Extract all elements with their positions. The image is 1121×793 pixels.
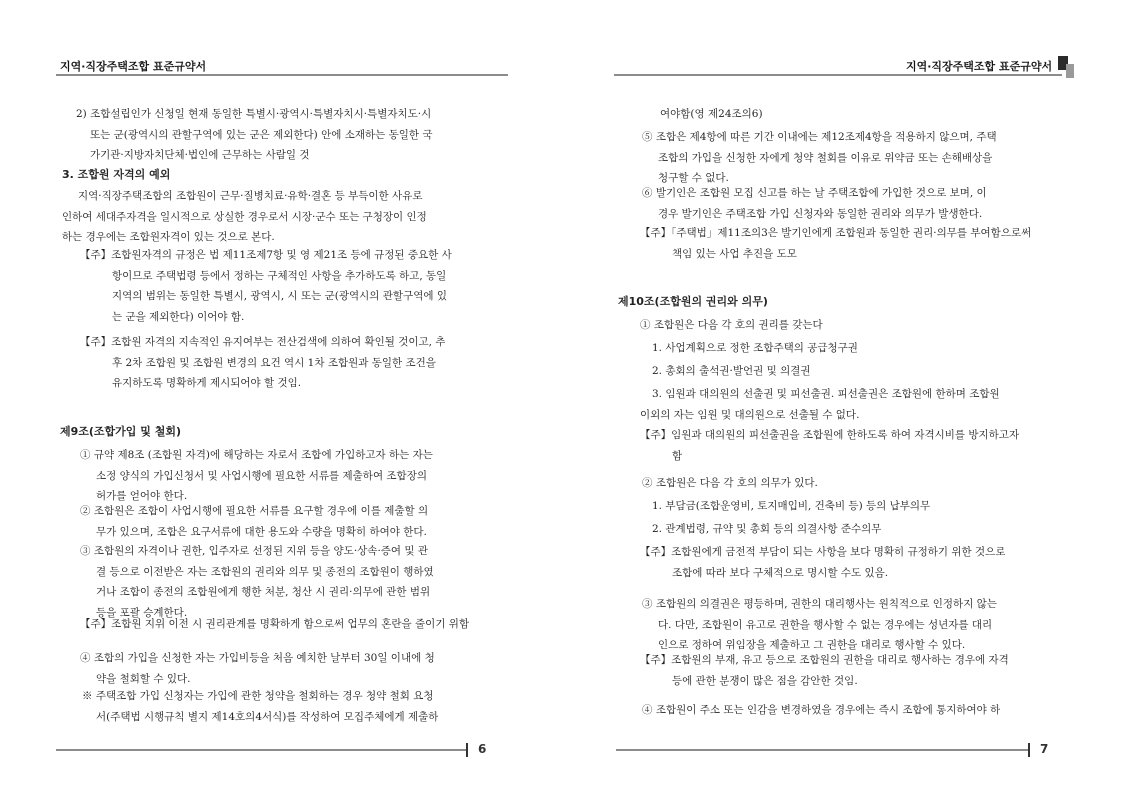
text-line: 조합에 따라 보다 구체적으로 명시할 수도 있음. xyxy=(672,566,889,579)
header-rule xyxy=(614,74,1062,76)
item-2 xyxy=(76,104,433,166)
text-line: ③ 조합원의 자격이나 권한, 입주자로 선정된 지위 등을 양도·상속·증여 및 관 xyxy=(80,545,429,557)
text-line: 인하여 세대주자격을 일시적으로 상실한 경우로서 시장·군수 또는 구청장이 인정 xyxy=(62,210,427,223)
article-10-rights-item-3 xyxy=(640,384,1000,425)
note-proxy xyxy=(640,650,1009,691)
note-qualification xyxy=(80,245,452,327)
text-line: 인으로 정하여 위임장을 제출하고 그 권한을 대리로 행사할 수 있다. xyxy=(658,639,966,651)
text-line: 이외의 자는 임원 및 대의원으로 선출될 수 없다. xyxy=(640,408,860,421)
note-election xyxy=(640,425,1019,466)
text-line: 허가를 얻어야 한다. xyxy=(96,490,188,502)
text-line: 소정 양식의 가입신청서 및 사업시행에 필요한 서류를 제출하여 조합장의 xyxy=(96,469,427,482)
text-line: 다. 다만, 조합원이 유고로 권한을 행사할 수 없는 경우에는 성년자를 대리 xyxy=(658,618,993,631)
article-10-duties-list xyxy=(652,496,930,539)
footer-rule xyxy=(616,749,1028,751)
list-item: 1. 사업계획으로 정한 조합주택의 공급청구권 xyxy=(652,342,858,354)
text-line: 후 2차 조합원 및 조합원 변경의 요건 역시 1차 조합원과 동일한 조건을 xyxy=(112,356,436,369)
article-9-clause-4 xyxy=(80,648,435,689)
footer-tick xyxy=(1028,743,1030,757)
text-line: 조합의 가입을 신청한 자에게 청약 철회를 이유로 위약금 또는 손해배상을 xyxy=(658,151,993,164)
text-line: ④ 조합원이 주소 또는 인감을 변경하였을 경우에는 즉시 조합에 통지하여야 하 xyxy=(642,704,1001,716)
article-9-clause-2 xyxy=(80,501,428,542)
page-number: 7 xyxy=(1040,742,1049,756)
note-burden xyxy=(640,542,1005,583)
text-line: ① 규약 제8조 (조합원 자격)에 해당하는 자로서 조합에 가입하고자 하는 자는 xyxy=(80,449,433,461)
text-line: ② 조합원은 다음 각 호의 의무가 있다. xyxy=(642,477,818,489)
text-line: ② 조합원은 조합이 사업시행에 필요한 서류를 요구할 경우에 이를 제출할 의 xyxy=(80,505,429,517)
running-header-right: 지역·직장주택조합 표준규약서 xyxy=(906,60,1053,73)
text-line: 무가 있으며, 조합은 요구서류에 대한 용도와 수량을 명확히 하여야 한다. xyxy=(96,525,427,538)
text-line: 책임 있는 사업 추진을 도모 xyxy=(672,247,797,260)
text-line: 3. 임원과 대의원의 선출권 및 피선출권. 피선출권은 조합원에 한하며 조합원 xyxy=(652,388,1000,400)
text-line: 지역의 범위는 동일한 특별시, 광역시, 시 또는 군(광역시의 관할구역에 있 xyxy=(112,290,447,302)
text-line: 【주】조합원 지위 이전 시 권리관계를 명확하게 함으로써 업무의 혼란을 줄이기 위함 xyxy=(80,618,470,630)
continuation-text xyxy=(660,104,763,125)
article-10-clause-1-intro xyxy=(640,315,823,336)
text-line: 결 등으로 이전받은 자는 조합원의 권리와 의무 및 종전의 조합원이 행하였 xyxy=(96,565,434,578)
text-line: 【주】조합원에게 금전적 부담이 되는 사항을 보다 명확히 규정하기 위한 것으로 xyxy=(640,546,1006,558)
text-line: 유지하도록 명확하게 제시되어야 할 것임. xyxy=(112,377,302,389)
text-line: 【주】「주택법」제11조의3은 발기인에게 조합원과 동일한 권리·의무를 부여함으로써 xyxy=(640,227,1032,239)
article-10-heading: 제10조(조합원의 권리와 의무) xyxy=(618,295,768,308)
text-line: 【주】임원과 대의원의 피선출권을 조합원에 한하도록 하여 자격시비를 방지하고자 xyxy=(640,429,1020,441)
article-9-clause-6 xyxy=(642,183,987,224)
list-item: 2. 관계법령, 규약 및 총회 등의 의결사항 준수의무 xyxy=(652,522,882,535)
text-line: 는 군을 제외한다) 이어야 함. xyxy=(112,310,245,323)
right-page xyxy=(560,0,1121,793)
left-page xyxy=(0,0,560,793)
text-line: ⑥ 발기인은 조합원 모집 신고를 하는 날 주택조합에 가입한 것으로 보며, 이 xyxy=(642,187,987,199)
header-corner-shadow xyxy=(1066,64,1074,78)
section-3-heading: 3. 조합원 자격의 예외 xyxy=(62,168,171,181)
text-line: 하는 경우에는 조합원자격이 있는 것으로 본다. xyxy=(62,231,275,243)
text-line: ④ 조합의 가입을 신청한 자는 가입비등을 처음 예치한 날부터 30일 이내에 청 xyxy=(80,652,435,664)
text-line: 거나 조합이 종전의 조합원에게 행한 처분, 청산 시 권리·의무에 관한 범위 xyxy=(96,586,431,598)
article-10-rights-list xyxy=(652,338,858,381)
article-9-clause-5 xyxy=(642,127,997,189)
text-line: 여야함(영 제24조의6) xyxy=(660,108,763,120)
running-header-left: 지역·직장주택조합 표준규약서 xyxy=(60,60,207,73)
section-3-body xyxy=(62,186,427,248)
text-line: 2) 조합설립인가 신청일 현재 동일한 특별시·광역시·특별자치시·특별자치도·시 xyxy=(76,108,432,120)
text-line: ⑤ 조합은 제4항에 따른 기간 이내에는 제12조제4항을 적용하지 않으며, 주택 xyxy=(642,131,997,143)
list-item: 2. 총회의 출석권·발언권 및 의결권 xyxy=(652,364,811,377)
text-line: ※ 주택조합 가입 신청자는 가입에 관한 청약을 철회하는 경우 청약 철회 요청 xyxy=(82,690,434,702)
text-line: 지역·직장주택조합의 조합원이 근무·질병치료·유학·결혼 등 부득이한 사유로 xyxy=(78,190,423,202)
list-item: 1. 부담금(조합운영비, 토지매입비, 건축비 등) 등의 납부의무 xyxy=(652,500,931,512)
note-founder xyxy=(640,223,1031,264)
text-line: 경우 발기인은 주택조합 가입 신청자와 동일한 권리와 의무가 발생한다. xyxy=(658,207,983,220)
text-line: 가기관·지방자치단체·법인에 근무하는 사람일 것 xyxy=(90,149,310,161)
text-line: 등을 포괄 승계한다. xyxy=(96,606,188,619)
page-number: 6 xyxy=(478,742,487,756)
article-10-clause-4 xyxy=(642,700,1000,721)
footer-rule xyxy=(56,749,466,751)
article-9-heading: 제9조(조합가입 및 철회) xyxy=(60,425,182,438)
text-line: 등에 관한 분쟁이 많은 점을 감안한 것임. xyxy=(672,674,858,687)
text-line: 약을 철회할 수 있다. xyxy=(96,672,191,685)
footer-tick xyxy=(466,743,468,757)
text-line: 【주】조합원의 부재, 유고 등으로 조합원의 권한을 대리로 행사하는 경우에 자격 xyxy=(640,654,1009,666)
article-9-note xyxy=(80,614,469,635)
text-line: 또는 군(광역시의 관할구역에 있는 군은 제외한다) 안에 소재하는 동일한 국 xyxy=(90,128,433,141)
article-10-clause-2-intro xyxy=(642,473,818,494)
text-line: ① 조합원은 다음 각 호의 권리를 갖는다 xyxy=(640,319,823,331)
article-9-remark xyxy=(82,686,438,727)
note-continuity xyxy=(80,332,445,394)
text-line: 서(주택법 시행규칙 별지 제14호의4서식)를 작성하여 모집주체에게 제출하 xyxy=(96,710,439,723)
article-9-clause-3 xyxy=(80,541,434,623)
text-line: 【주】조합원자격의 규정은 법 제11조제7항 및 영 제21조 등에 규정된 중요한 사 xyxy=(80,249,452,261)
text-line: ③ 조합원의 의결권은 평등하며, 권한의 대리행사는 원칙적으로 인정하지 않는 xyxy=(642,598,997,610)
text-line: 【주】조합원 자격의 지속적인 유지여부는 전산검색에 의하여 확인될 것이고, 추 xyxy=(80,336,446,348)
header-rule xyxy=(56,74,508,76)
text-line: 청구할 수 없다. xyxy=(658,172,729,184)
article-10-clause-3 xyxy=(642,594,997,656)
text-line: 항이므로 주택법령 등에서 정하는 구체적인 사항을 추가하도록 하고, 동일 xyxy=(112,269,447,282)
text-line: 함 xyxy=(672,449,683,462)
article-9-clause-1 xyxy=(80,445,433,507)
